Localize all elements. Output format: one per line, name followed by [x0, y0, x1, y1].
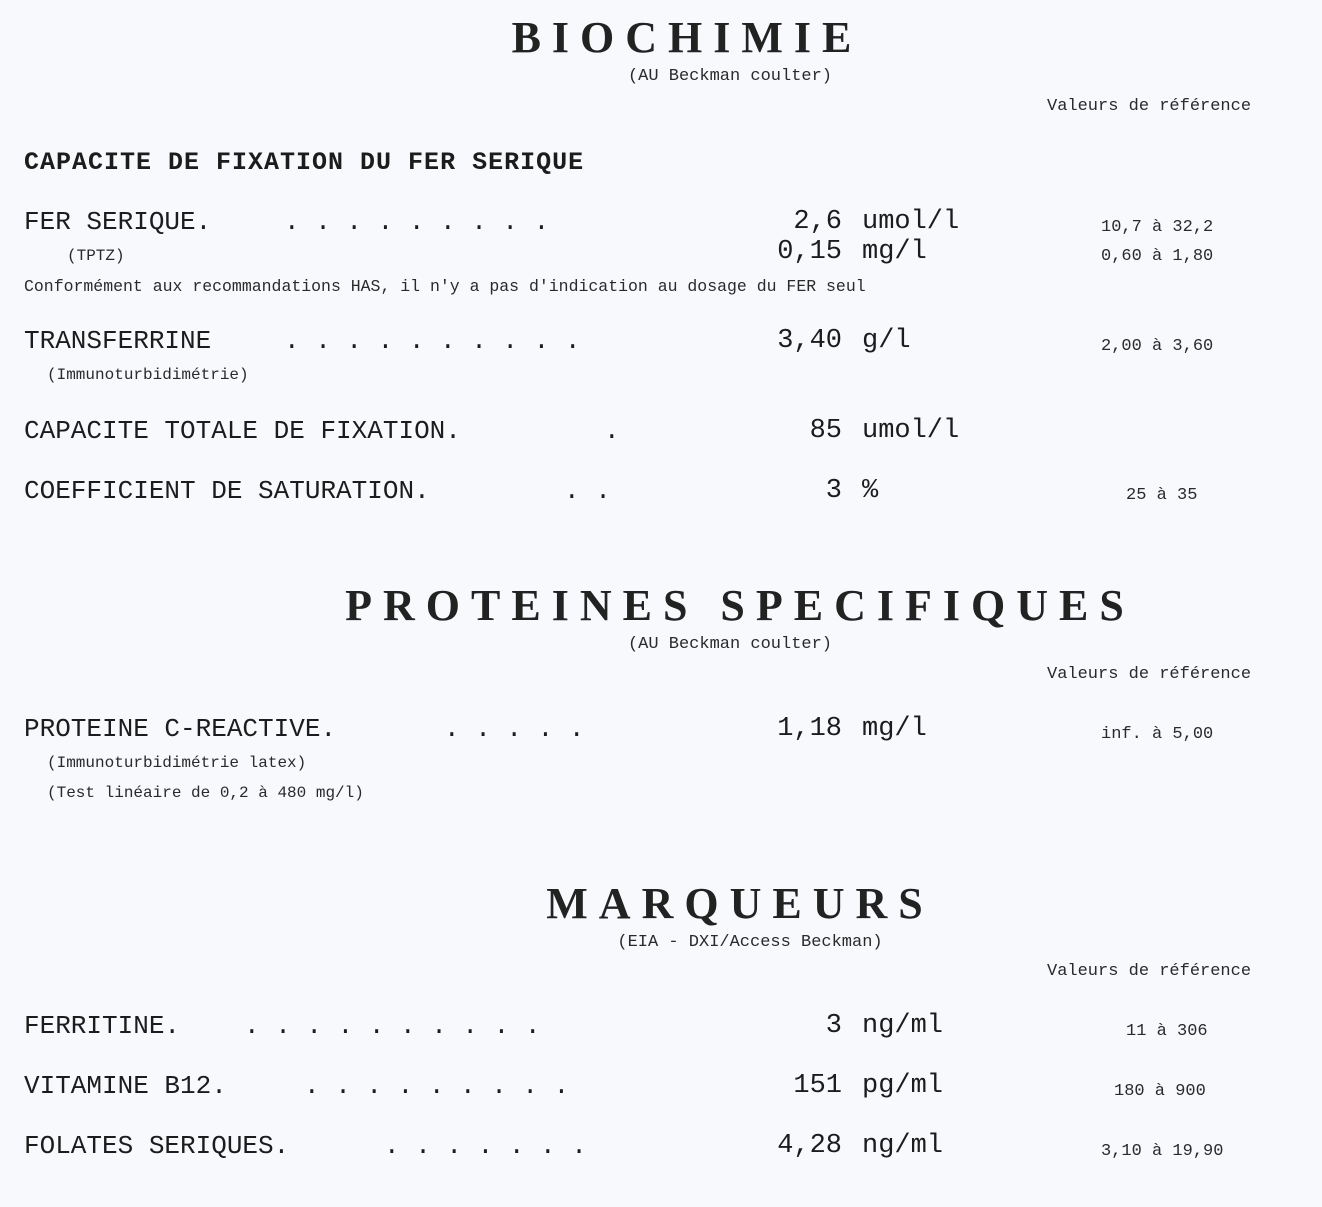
- test-label-fer-serique: FER SERIQUE.: [24, 207, 212, 237]
- test-label-transferrine: TRANSFERRINE: [24, 326, 212, 356]
- section-method-biochimie: (AU Beckman coulter): [627, 67, 833, 86]
- test-label-vitamine-b12: VITAMINE B12.: [24, 1071, 227, 1101]
- test-unit-fer-mg: mg/l: [862, 237, 927, 267]
- leader-dots: .: [604, 416, 620, 446]
- reference-header-marqueurs: Valeurs de référence: [1047, 962, 1252, 981]
- test-unit-folates-seriques: ng/ml: [862, 1131, 944, 1161]
- test-label-ferritine: FERRITINE.: [24, 1011, 181, 1041]
- test-value-vitamine-b12: 151: [793, 1071, 842, 1101]
- test-reference-transferrine: 2,00 à 3,60: [1101, 337, 1214, 356]
- section-method-marqueurs: (EIA - DXI/Access Beckman): [617, 933, 883, 952]
- test-note-fer: Conformément aux recommandations HAS, il n'y a pas d'indication au dosage du FER seul: [24, 277, 866, 296]
- section-title-proteines: PROTEINES SPECIFIQUES: [345, 581, 1135, 630]
- test-unit-fer-umol: umol/l: [862, 207, 960, 237]
- test-value-fer-mg: 0,15: [777, 237, 842, 267]
- test-value-transferrine: 3,40: [777, 326, 842, 356]
- test-label-folates-seriques: FOLATES SERIQUES.: [24, 1131, 290, 1161]
- test-value-capacite-totale: 85: [809, 416, 842, 446]
- leader-dots: . . . . . . . . . .: [244, 1011, 541, 1041]
- section-method-proteines: (AU Beckman coulter): [627, 635, 833, 654]
- test-value-folates-seriques: 4,28: [777, 1131, 842, 1161]
- test-reference-fer-umol: 10,7 à 32,2: [1101, 218, 1214, 237]
- test-unit-crp: mg/l: [862, 714, 927, 744]
- test-method-transferrine: (Immunoturbidimétrie): [47, 366, 249, 384]
- test-reference-ferritine: 11 à 306: [1126, 1022, 1208, 1041]
- test-unit-coefficient-saturation: %: [862, 476, 879, 506]
- leader-dots: . . . . . . . . .: [284, 207, 550, 237]
- test-reference-folates-seriques: 3,10 à 19,90: [1101, 1142, 1224, 1161]
- test-unit-ferritine: ng/ml: [862, 1011, 944, 1041]
- test-value-ferritine: 3: [825, 1011, 842, 1041]
- test-label-capacite-totale: CAPACITE TOTALE DE FIXATION.: [24, 416, 461, 446]
- leader-dots: . . . . .: [444, 714, 585, 744]
- test-value-coefficient-saturation: 3: [825, 476, 842, 506]
- test-value-fer-umol: 2,6: [793, 207, 842, 237]
- test-unit-transferrine: g/l: [862, 326, 911, 356]
- test-unit-capacite-totale: umol/l: [862, 416, 960, 446]
- group-title-fer: CAPACITE DE FIXATION DU FER SERIQUE: [24, 148, 585, 177]
- leader-dots: . .: [564, 476, 611, 506]
- test-value-crp: 1,18: [777, 714, 842, 744]
- test-reference-vitamine-b12: 180 à 900: [1114, 1082, 1206, 1101]
- leader-dots: . . . . . . . . . .: [284, 326, 581, 356]
- test-method-crp-linearity: (Test linéaire de 0,2 à 480 mg/l): [47, 784, 364, 802]
- test-method-crp: (Immunoturbidimétrie latex): [47, 754, 307, 772]
- leader-dots: . . . . . . .: [384, 1131, 587, 1161]
- test-reference-fer-mg: 0,60 à 1,80: [1101, 247, 1214, 266]
- leader-dots: . . . . . . . . .: [304, 1071, 570, 1101]
- reference-header-proteines: Valeurs de référence: [1047, 665, 1252, 684]
- test-unit-vitamine-b12: pg/ml: [862, 1071, 944, 1101]
- section-title-biochimie: BIOCHIMIE: [511, 13, 863, 62]
- test-label-crp: PROTEINE C-REACTIVE.: [24, 714, 337, 744]
- reference-header-biochimie: Valeurs de référence: [1047, 97, 1252, 116]
- test-reference-coefficient-saturation: 25 à 35: [1126, 486, 1198, 505]
- test-method-fer: (TPTZ): [67, 247, 125, 265]
- test-label-coefficient-saturation: COEFFICIENT DE SATURATION.: [24, 476, 430, 506]
- test-reference-crp: inf. à 5,00: [1101, 725, 1214, 744]
- section-title-marqueurs: MARQUEURS: [546, 879, 934, 928]
